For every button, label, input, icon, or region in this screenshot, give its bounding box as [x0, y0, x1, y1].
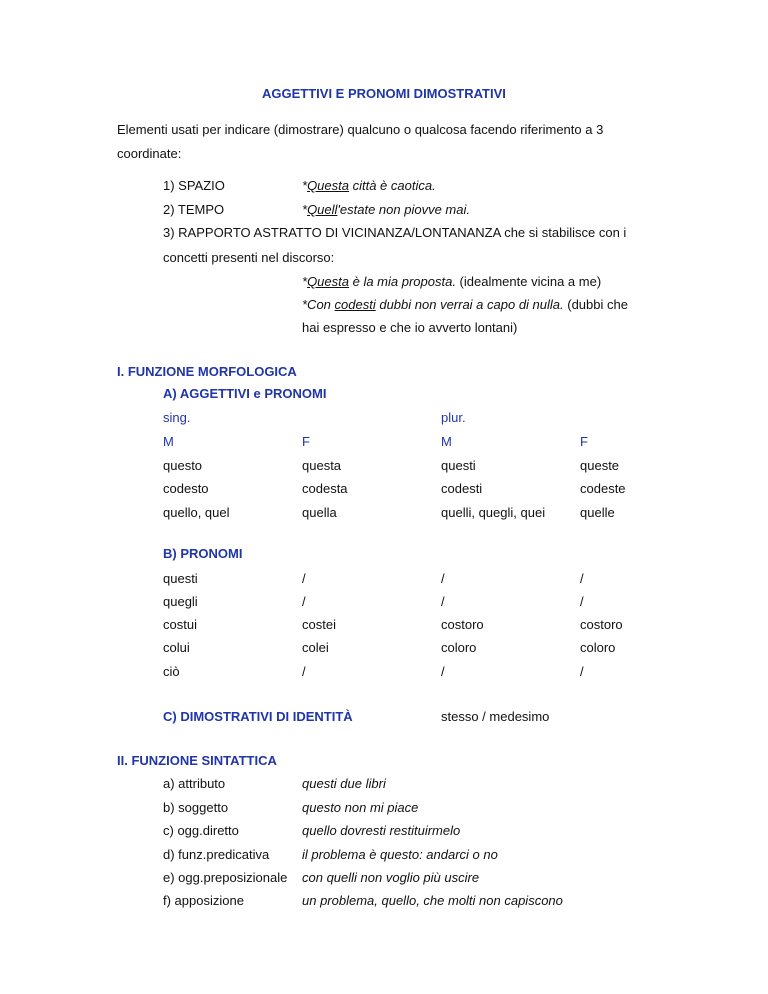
col-header-plur-m: M — [441, 434, 452, 449]
syntax-function-label: b) soggetto — [163, 800, 229, 815]
page-title: AGGETTIVI E PRONOMI DIMOSTRATIVI — [262, 86, 506, 101]
example-start: *Con — [302, 297, 335, 312]
table-b-cell: coloro — [441, 640, 477, 655]
syntax-function-example: il problema è questo: andarci o no — [302, 847, 498, 862]
table-b-cell: costui — [163, 617, 197, 632]
underlined-word: codesti — [334, 297, 376, 312]
intro-line-2: coordinate: — [117, 146, 182, 161]
table-a-cell: codesta — [302, 481, 348, 496]
table-b-cell: colui — [163, 640, 190, 655]
example-rest: è la mia proposta. — [348, 274, 456, 289]
subsection-a-heading: A) AGGETTIVI e PRONOMI — [163, 386, 327, 401]
subsection-c-value: stesso / medesimo — [441, 709, 550, 724]
table-a-cell: questa — [302, 458, 342, 473]
syntax-function-label: d) funz.predicativa — [163, 847, 270, 862]
syntax-function-label: a) attributo — [163, 776, 226, 791]
underlined-word: Quell — [307, 202, 338, 217]
star: * — [302, 274, 308, 289]
subsection-c-heading: C) DIMOSTRATIVI DI IDENTITÀ — [163, 709, 353, 724]
table-b-cell: costoro — [580, 617, 623, 632]
table-a-cell: quello, quel — [163, 505, 230, 520]
coord-3-example-b — [302, 298, 628, 311]
table-a-cell: quelli, quegli, quei — [441, 505, 546, 520]
underlined-word: Questa — [307, 178, 349, 193]
syntax-function-example: un problema, quello, che molti non capiscono — [302, 893, 563, 908]
syntax-function-example: questo non mi piace — [302, 800, 419, 815]
syntax-function-example: quello dovresti restituirmelo — [302, 823, 461, 838]
table-b-cell: colei — [302, 640, 329, 655]
syntax-function-label: f) apposizione — [163, 893, 244, 908]
table-b-cell: / — [580, 664, 584, 679]
table-a-cell: questi — [441, 458, 476, 473]
intro-line-1: Elementi usati per indicare (dimostrare) qualcuno o qualcosa facendo riferimento a 3 — [117, 122, 604, 137]
table-a-cell: quella — [302, 505, 337, 520]
coord-3-line-1: 3) RAPPORTO ASTRATTO DI VICINANZA/LONTANANZA che si stabilisce con i — [163, 225, 627, 240]
section-1-heading: I. FUNZIONE MORFOLOGICA — [117, 364, 297, 379]
syntax-function-example: questi due libri — [302, 776, 386, 791]
table-a-cell: queste — [580, 458, 620, 473]
table-a-cell: quelle — [580, 505, 615, 520]
star: * — [302, 202, 308, 217]
example-rest: città è caotica. — [348, 178, 436, 193]
subsection-b-heading: B) PRONOMI — [163, 546, 243, 561]
table-a-cell: codesti — [441, 481, 483, 496]
table-b-cell: quegli — [163, 594, 198, 609]
table-b-cell: / — [302, 594, 306, 609]
example-rest: 'estate non piovve mai. — [337, 202, 470, 217]
table-a-cell: codeste — [580, 481, 626, 496]
syntax-function-label: e) ogg.preposizionale — [163, 870, 288, 885]
table-b-cell: coloro — [580, 640, 616, 655]
coord-3-example-a — [302, 275, 601, 288]
table-a-cell: codesto — [163, 481, 209, 496]
col-header-sing-f: F — [302, 434, 310, 449]
table-b-cell: / — [441, 571, 445, 586]
example-note: (dubbi che — [563, 297, 628, 312]
table-b-cell: ciò — [163, 664, 180, 679]
star: * — [302, 178, 308, 193]
syntax-function-label: c) ogg.diretto — [163, 823, 239, 838]
coord-1-label: 1) SPAZIO — [163, 178, 225, 193]
section-2-heading: II. FUNZIONE SINTATTICA — [117, 753, 277, 768]
example-rest: dubbi non verrai a capo di nulla. — [375, 297, 564, 312]
label-plural: plur. — [441, 410, 466, 425]
label-singular: sing. — [163, 410, 191, 425]
table-b-cell: costoro — [441, 617, 484, 632]
col-header-plur-f: F — [580, 434, 588, 449]
table-b-cell: questi — [163, 571, 198, 586]
coord-1-example — [302, 179, 436, 192]
table-b-cell: / — [302, 664, 306, 679]
table-b-cell: / — [580, 571, 584, 586]
coord-3-line-2: concetti presenti nel discorso: — [163, 250, 335, 265]
table-b-cell: / — [580, 594, 584, 609]
syntax-function-example: con quelli non voglio più uscire — [302, 870, 480, 885]
underlined-word: Questa — [307, 274, 349, 289]
table-b-cell: costei — [302, 617, 336, 632]
table-b-cell: / — [441, 664, 445, 679]
example-note: (idealmente vicina a me) — [455, 274, 602, 289]
col-header-sing-m: M — [163, 434, 174, 449]
coord-2-example — [302, 203, 470, 216]
coord-2-label: 2) TEMPO — [163, 202, 225, 217]
table-b-cell: / — [302, 571, 306, 586]
coord-3-example-b-note: hai espresso e che io avverto lontani) — [302, 320, 518, 335]
table-b-cell: / — [441, 594, 445, 609]
table-a-cell: questo — [163, 458, 203, 473]
